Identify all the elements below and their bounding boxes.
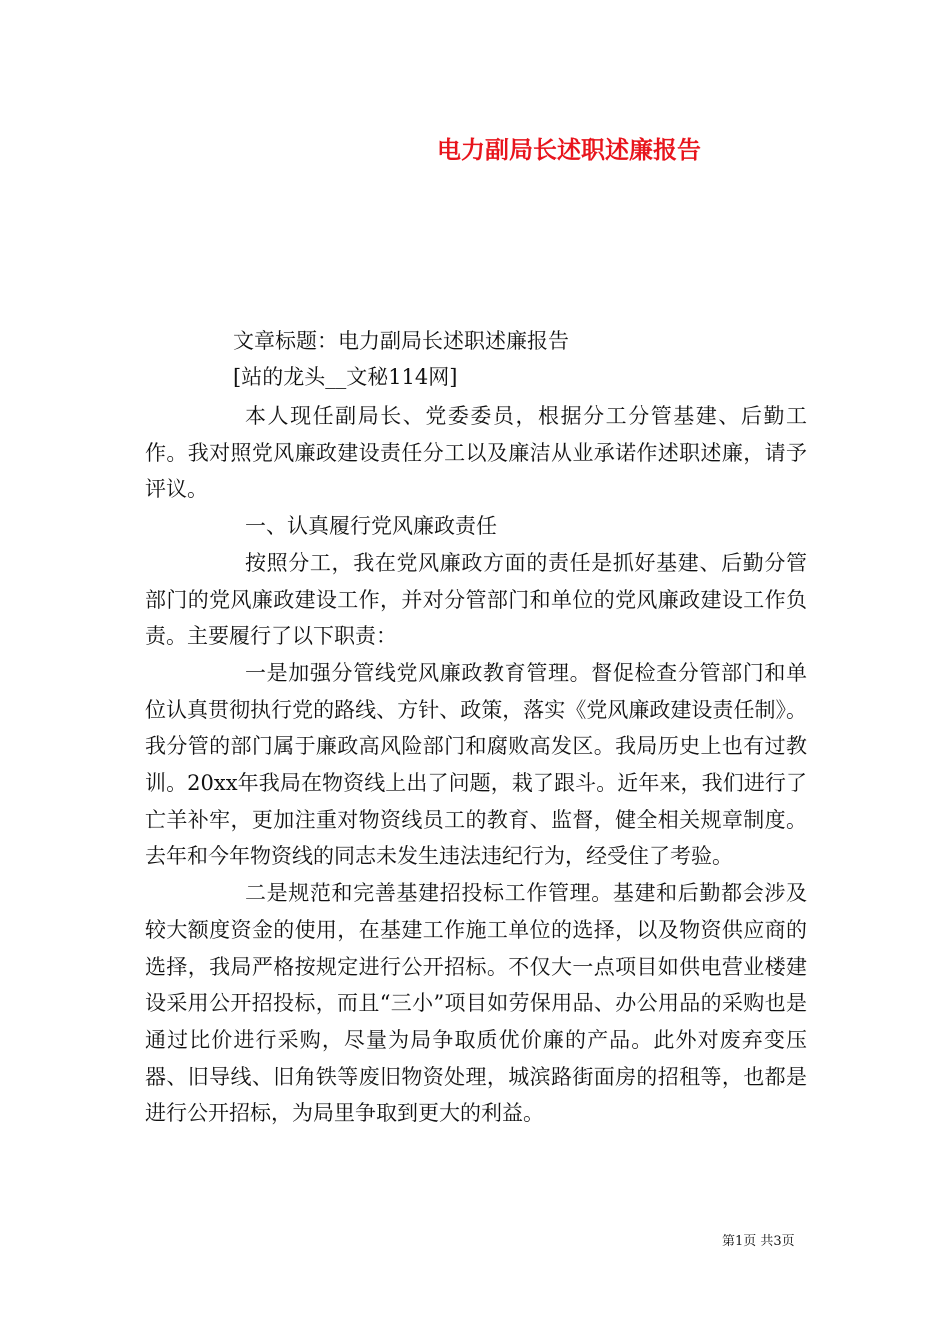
- paragraph-intro: 本人现任副局长、党委委员，根据分工分管基建、后勤工作。我对照党风廉政建设责任分工以及廉洁从业承诺作述职述廉，请予评议。: [145, 404, 807, 502]
- paragraph-point-1: 一是加强分管线党风廉政教育管理。督促检查分管部门和单位认真贯彻执行党的路线、方针、政策，落实《党风廉政建设责任制》。我分管的部门属于廉政高风险部门和腐败高发区。我局历史上也有过教训。20xx年我局在物资线上出了问题，栽了跟斗。近年来，我们进行了亡羊补牢，更加注重对物资线员工的教育、监督，健全相关规章制度。去年和今年物资线的同志未发生违法违纪行为，经受住了考验。: [145, 660, 807, 869]
- section-heading-1: 一、认真履行党风廉政责任: [245, 514, 497, 539]
- document-body: [145, 398, 807, 1132]
- article-title-line: 文章标题：电力副局长述职述廉报告: [233, 329, 569, 353]
- paragraph-responsibility: 按照分工，我在党风廉政方面的责任是抓好基建、后勤分管部门的党风廉政建设工作，并对分管部门和单位的党风廉政建设工作负责。主要履行了以下职责：: [145, 550, 807, 649]
- page-number: 第1页 共3页: [722, 1234, 795, 1249]
- paragraph-point-2: 二是规范和完善基建招投标工作管理。基建和后勤都会涉及较大额度资金的使用，在基建工作施工单位的选择，以及物资供应商的选择，我局严格按规定进行公开招标。不仅大一点项目如供电营业楼建设采用公开招投标，而且“三小”项目如劳保用品、办公用品的采购也是通过比价进行采购，尽量为局争取质优价廉的产品。此外对废弃变压器、旧导线、旧角铁等废旧物资处理，城滨路街面房的招租等，也都是进行公开招标，为局里争取到更大的利益。: [145, 881, 807, 1126]
- source-line: [站的龙头__文秘114网]: [233, 365, 458, 389]
- document-title: 电力副局长述职述廉报告: [437, 135, 701, 164]
